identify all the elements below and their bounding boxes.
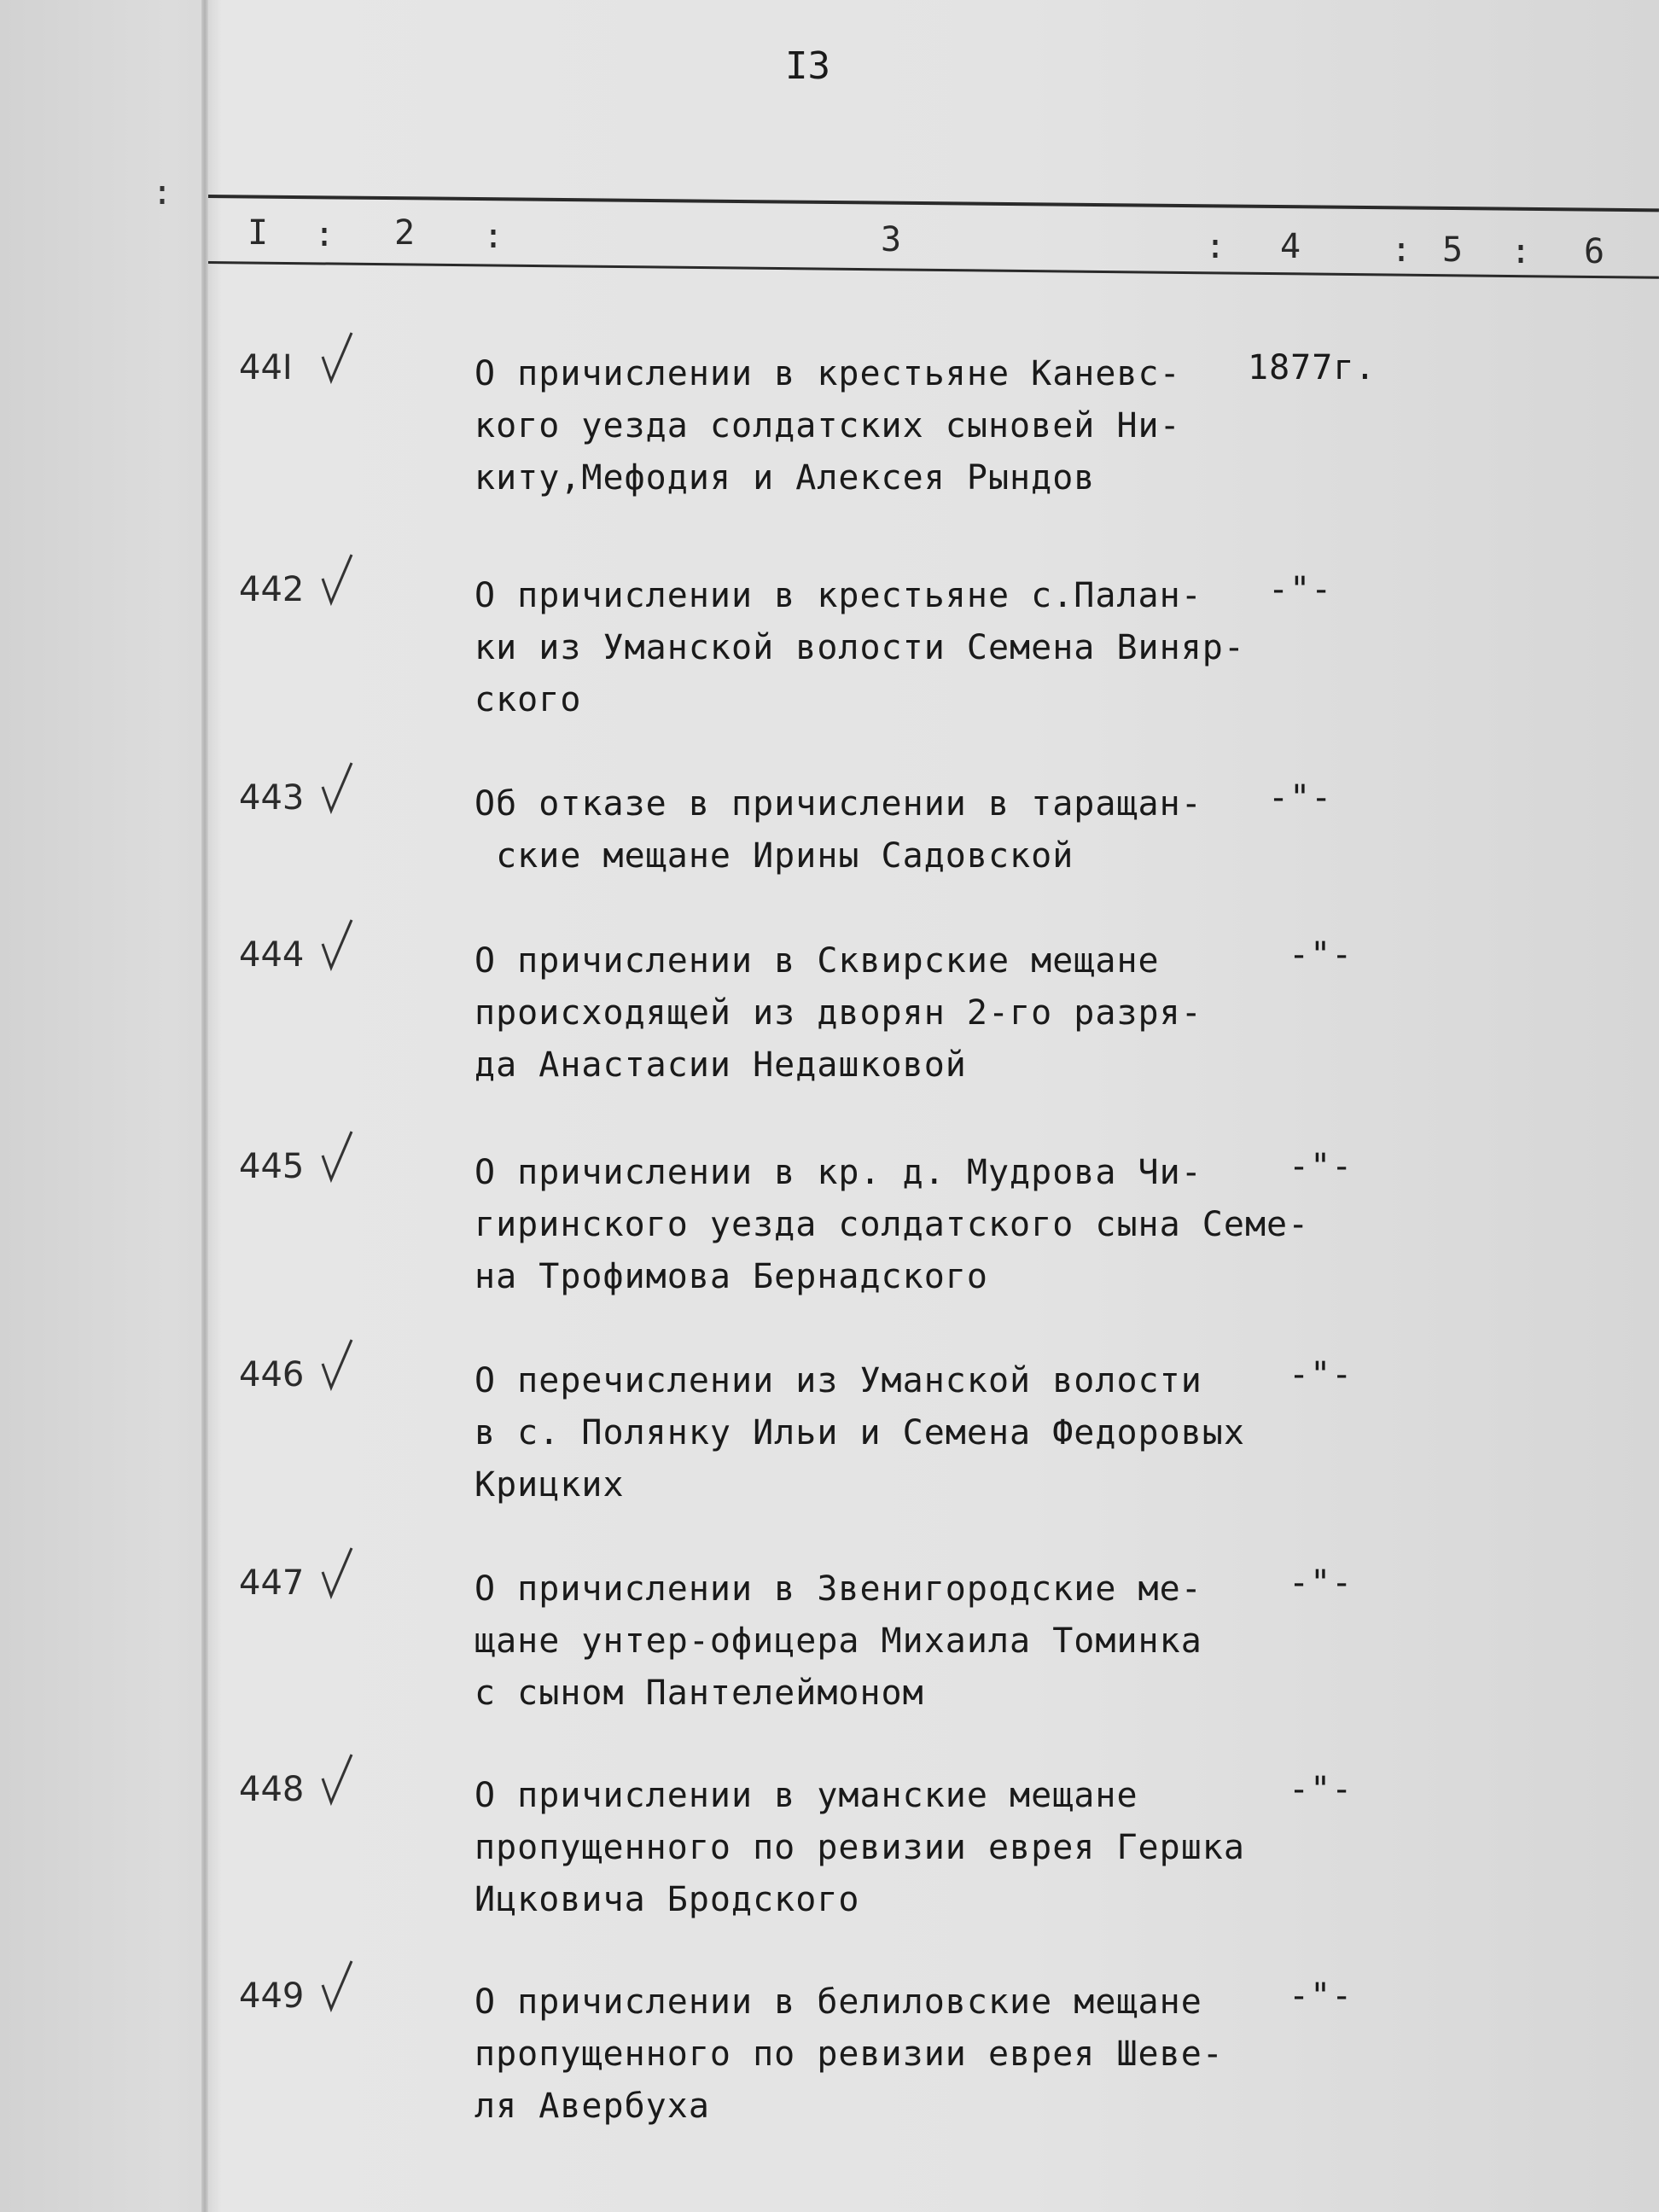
entry-year: -"- [1289, 1563, 1353, 1603]
entry-year: -"- [1268, 570, 1333, 609]
column-header-sep-5: : [1511, 232, 1532, 271]
column-header-sep-3: : [1205, 227, 1226, 266]
entry-number: 444 [239, 935, 305, 975]
entry-description: О перечислении из Уманской волости в с. Полянку Ильи и Семена Федоровых Крицких [474, 1361, 1245, 1505]
entry-number: 443 [239, 778, 305, 818]
entry-description: О причислении в белиловские мещане пропущенного по ревизии еврея Шеве- ля Авербуха [474, 1982, 1224, 2126]
column-header-sep-4: : [1391, 230, 1412, 270]
entry-description: О причислении в уманские мещане пропущенного по ревизии еврея Гершка Ицковича Бродского [474, 1776, 1245, 1919]
header-rule-bottom [208, 261, 1659, 279]
column-header-6: 6 [1584, 232, 1605, 271]
column-header-2: 2 [394, 213, 416, 253]
entry-year: -"- [1289, 935, 1353, 975]
entry-year: -"- [1289, 1770, 1353, 1809]
entry-year: -"- [1289, 1355, 1353, 1394]
column-header-4: 4 [1280, 227, 1301, 266]
column-header-sep-2: : [483, 217, 504, 256]
entry-number: 447 [239, 1563, 305, 1603]
entry-description: О причислении в Сквирские мещане происходящей из дворян 2-го разря- да Анастасии Недашковой [474, 941, 1202, 1085]
entry-number: 446 [239, 1355, 305, 1394]
check-mark-icon [317, 1335, 360, 1394]
page-spine-shadow [201, 0, 208, 2212]
entry-year: -"- [1268, 778, 1333, 818]
check-mark-icon [317, 758, 360, 818]
check-mark-icon [317, 328, 360, 387]
entry-year: -"- [1289, 1976, 1353, 2016]
entry-number: 442 [239, 570, 305, 609]
entry-number: 44I [239, 348, 293, 387]
check-mark-icon [317, 1956, 360, 2016]
entry-description: О причислении в кр. д. Мудрова Чи- гиринского уезда солдатского сына Семе- на Трофимова Бернадского [474, 1153, 1310, 1296]
entry-number: 445 [239, 1147, 305, 1186]
entry-number: 449 [239, 1976, 305, 2016]
entry-description: О причислении в крестьяне с.Палан- ки из Уманской волости Семена Виняр- ского [474, 576, 1245, 719]
left-margin-mark: : [152, 173, 173, 212]
entry-description: О причислении в крестьяне Каневс- кого уезда солдатских сыновей Ни- киту,Мефодия и Алексея Рындов [474, 354, 1181, 498]
check-mark-icon [317, 1543, 360, 1603]
check-mark-icon [317, 550, 360, 609]
header-rule-top [208, 195, 1659, 212]
entry-description: Об отказе в причислении в таращан- ские мещане Ирины Садовской [474, 784, 1202, 876]
column-header-5: 5 [1442, 230, 1464, 270]
check-mark-icon [317, 915, 360, 975]
column-header-1: I [247, 213, 269, 253]
page-number: I3 [785, 44, 830, 88]
check-mark-icon [317, 1126, 360, 1186]
entry-number: 448 [239, 1770, 305, 1809]
entry-year: -"- [1289, 1147, 1353, 1186]
entry-year: 1877г. [1248, 348, 1377, 387]
column-header-3: 3 [881, 220, 902, 259]
entry-description: О причислении в Звенигородские ме- щане унтер-офицера Михаила Томинка с сыном Пантелеймоном [474, 1569, 1202, 1713]
column-header-sep-1: : [314, 215, 335, 254]
check-mark-icon [317, 1749, 360, 1809]
